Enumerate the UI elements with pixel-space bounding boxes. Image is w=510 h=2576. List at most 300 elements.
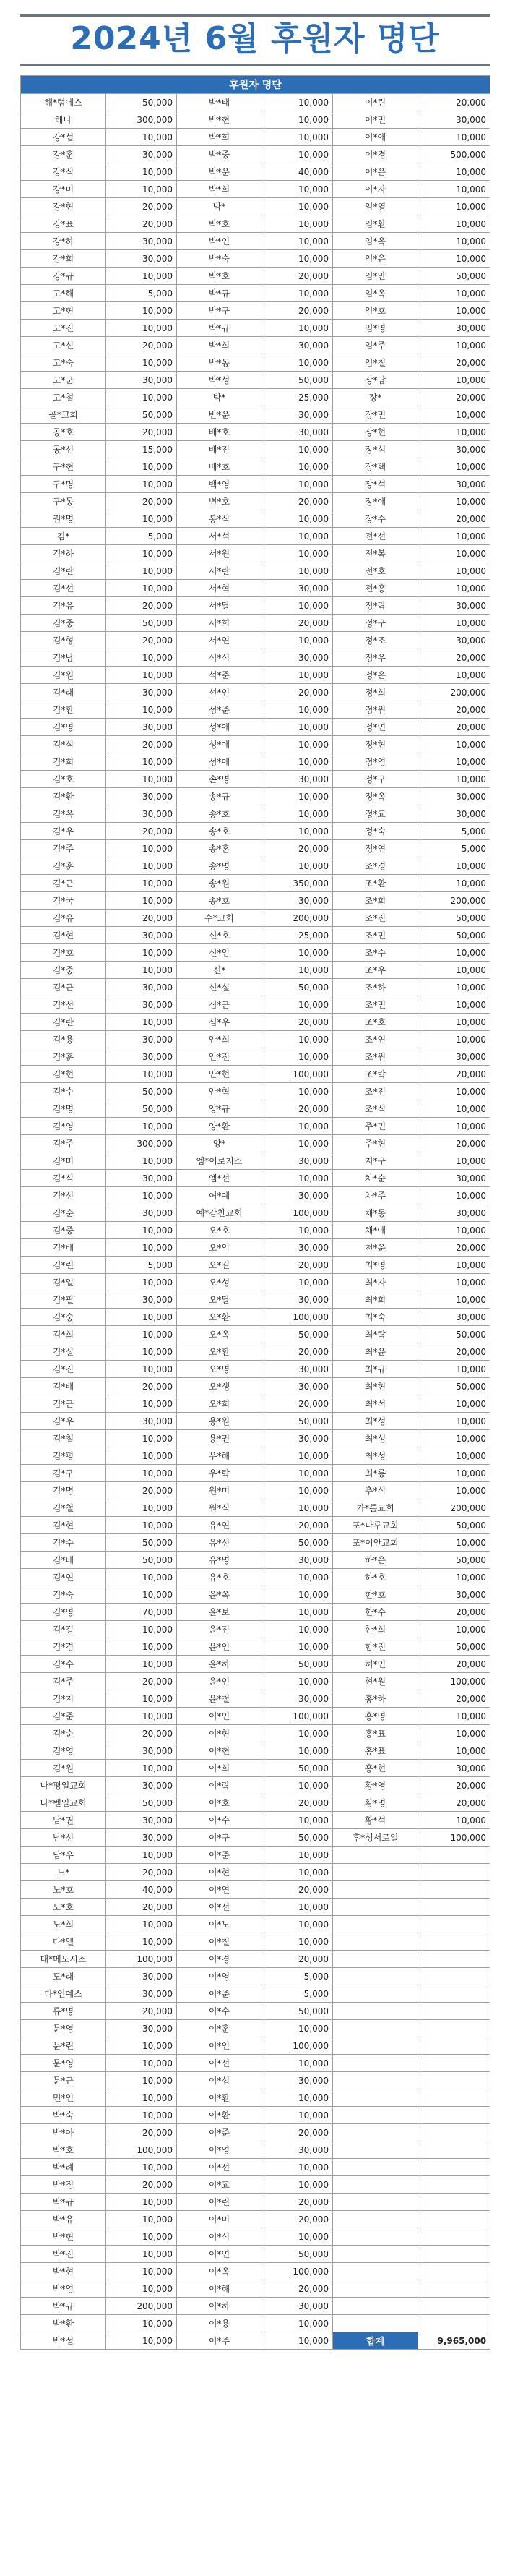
donor-name: 노*희 bbox=[21, 1916, 106, 1933]
donor-name: 박*현 bbox=[21, 2263, 106, 2280]
donation-amount: 50,000 bbox=[262, 1829, 333, 1847]
donor-name: 이*락 bbox=[177, 1777, 262, 1794]
donation-amount: 30,000 bbox=[262, 1430, 333, 1447]
donation-amount: 200,000 bbox=[106, 2298, 177, 2315]
donor-name bbox=[333, 2280, 418, 2298]
donor-name: 정*현 bbox=[333, 736, 418, 753]
table-row bbox=[21, 1031, 490, 1048]
donation-amount: 100,000 bbox=[418, 1829, 490, 1847]
table-row bbox=[21, 1881, 490, 1899]
donation-amount: 10,000 bbox=[106, 2037, 177, 2055]
donor-name bbox=[333, 1847, 418, 1864]
donation-amount: 10,000 bbox=[418, 1621, 490, 1638]
donation-amount: 200,000 bbox=[418, 892, 490, 910]
donation-amount: 50,000 bbox=[262, 1656, 333, 1673]
donor-name: 석*석 bbox=[177, 649, 262, 667]
donor-name: 김*숭 bbox=[21, 1309, 106, 1326]
donation-amount bbox=[418, 1899, 490, 1916]
donor-name bbox=[333, 1933, 418, 1951]
donor-name: 최*희 bbox=[333, 1291, 418, 1309]
table-row bbox=[21, 1361, 490, 1378]
table-row bbox=[21, 424, 490, 441]
donor-name: 오*익 bbox=[177, 1239, 262, 1257]
donation-amount: 10,000 bbox=[262, 1638, 333, 1656]
donor-name: 박*동 bbox=[177, 354, 262, 372]
donor-name: 백*영 bbox=[177, 476, 262, 493]
donor-name: 김*형 bbox=[21, 632, 106, 649]
donation-amount: 10,000 bbox=[262, 2228, 333, 2246]
donation-amount: 10,000 bbox=[106, 1621, 177, 1638]
donor-name: 추*식 bbox=[333, 1482, 418, 1499]
donor-name: 이*수 bbox=[177, 1812, 262, 1829]
donor-name bbox=[333, 2037, 418, 2055]
donation-amount: 30,000 bbox=[418, 111, 490, 129]
donation-amount: 30,000 bbox=[262, 771, 333, 788]
donation-amount: 10,000 bbox=[262, 701, 333, 719]
donation-amount bbox=[418, 1881, 490, 1899]
table-row bbox=[21, 736, 490, 753]
donor-name: 김*철 bbox=[21, 1430, 106, 1447]
donor-name: 김*명 bbox=[21, 1482, 106, 1499]
table-row bbox=[21, 2107, 490, 2124]
donor-name: 고*진 bbox=[21, 320, 106, 337]
donor-name bbox=[333, 2003, 418, 2020]
donor-name: 서*혁 bbox=[177, 580, 262, 597]
donation-amount: 10,000 bbox=[418, 545, 490, 562]
donation-amount: 30,000 bbox=[262, 2141, 333, 2159]
donation-amount: 10,000 bbox=[418, 962, 490, 979]
donor-name: 김*주 bbox=[21, 1135, 106, 1152]
donation-amount: 10,000 bbox=[262, 94, 333, 111]
donation-amount: 10,000 bbox=[262, 1118, 333, 1135]
table-row bbox=[21, 1204, 490, 1222]
donor-name: 김*준 bbox=[21, 1708, 106, 1725]
donation-amount: 10,000 bbox=[262, 510, 333, 528]
donor-name: 정*조 bbox=[333, 632, 418, 649]
table-row bbox=[21, 2211, 490, 2228]
donation-amount: 10,000 bbox=[106, 510, 177, 528]
donor-name: 정*옥 bbox=[333, 788, 418, 805]
donation-amount: 10,000 bbox=[418, 1031, 490, 1048]
donor-name: 조*희 bbox=[333, 892, 418, 910]
donor-name: 송*호 bbox=[177, 805, 262, 823]
donation-amount: 30,000 bbox=[262, 2298, 333, 2315]
table-row bbox=[21, 1343, 490, 1361]
table-row bbox=[21, 910, 490, 927]
table-row bbox=[21, 302, 490, 320]
donor-name: 정*교 bbox=[333, 805, 418, 823]
donor-name: 이*옥 bbox=[177, 2263, 262, 2280]
donation-amount: 10,000 bbox=[106, 1638, 177, 1656]
donor-name: 박*규 bbox=[21, 2298, 106, 2315]
donor-name: 정*은 bbox=[333, 667, 418, 684]
donor-name: 안*혁 bbox=[177, 1083, 262, 1100]
donor-name: 양*규 bbox=[177, 1100, 262, 1118]
donor-name: 신* bbox=[177, 962, 262, 979]
donation-amount: 10,000 bbox=[418, 1291, 490, 1309]
donor-name: 여*예 bbox=[177, 1187, 262, 1204]
donation-amount: 10,000 bbox=[262, 285, 333, 302]
donation-amount: 25,000 bbox=[262, 927, 333, 944]
table-row bbox=[21, 1812, 490, 1829]
donation-amount: 10,000 bbox=[262, 2315, 333, 2332]
donor-name: 오*달 bbox=[177, 1291, 262, 1309]
table-row bbox=[21, 1656, 490, 1673]
donation-amount: 30,000 bbox=[106, 1985, 177, 2003]
donation-amount: 30,000 bbox=[262, 406, 333, 424]
donation-amount: 20,000 bbox=[106, 1725, 177, 1742]
donation-amount: 20,000 bbox=[106, 493, 177, 510]
donor-name: 박*정 bbox=[21, 2176, 106, 2194]
donor-name: 김*선 bbox=[21, 1187, 106, 1204]
donation-amount: 30,000 bbox=[418, 805, 490, 823]
donor-name: 조*수 bbox=[333, 944, 418, 962]
donation-amount: 20,000 bbox=[262, 2280, 333, 2298]
donor-name: 한*호 bbox=[333, 1586, 418, 1604]
donor-name: 강*훈 bbox=[21, 146, 106, 163]
donation-amount: 10,000 bbox=[262, 857, 333, 875]
donation-amount: 10,000 bbox=[418, 1482, 490, 1499]
table-row bbox=[21, 701, 490, 719]
donation-amount: 20,000 bbox=[262, 1517, 333, 1534]
donor-name: 박*희 bbox=[177, 181, 262, 198]
donor-name: 안*희 bbox=[177, 1031, 262, 1048]
donation-amount: 10,000 bbox=[262, 1031, 333, 1048]
donation-amount: 30,000 bbox=[262, 1239, 333, 1257]
table-row bbox=[21, 1864, 490, 1881]
donor-name: 김*란 bbox=[21, 1014, 106, 1031]
donor-name: 고*숙 bbox=[21, 354, 106, 372]
donation-amount: 10,000 bbox=[262, 1916, 333, 1933]
donor-name: 배*진 bbox=[177, 441, 262, 458]
title-bottom-rule bbox=[20, 64, 490, 66]
donor-name bbox=[333, 1899, 418, 1916]
donation-amount: 30,000 bbox=[262, 2072, 333, 2089]
donor-name: 서*원 bbox=[177, 545, 262, 562]
total-label: 합계 bbox=[333, 2332, 418, 2350]
donation-amount: 10,000 bbox=[262, 129, 333, 146]
donation-amount: 10,000 bbox=[106, 1760, 177, 1777]
donation-amount: 10,000 bbox=[262, 962, 333, 979]
table-row bbox=[21, 233, 490, 250]
donor-name bbox=[333, 1881, 418, 1899]
table-row bbox=[21, 1447, 490, 1465]
donor-name: 박*례 bbox=[21, 2159, 106, 2176]
table-row bbox=[21, 1118, 490, 1135]
table-row bbox=[21, 2055, 490, 2072]
donor-name: 오*환 bbox=[177, 1343, 262, 1361]
donation-amount: 30,000 bbox=[418, 597, 490, 615]
donor-name: 서*석 bbox=[177, 528, 262, 545]
donor-name: 해나 bbox=[21, 111, 106, 129]
donation-amount: 40,000 bbox=[106, 1881, 177, 1899]
donor-name: 이*준 bbox=[177, 2124, 262, 2141]
donation-amount: 30,000 bbox=[262, 1552, 333, 1569]
donor-name: 이*선 bbox=[177, 2055, 262, 2072]
donation-amount: 20,000 bbox=[262, 2124, 333, 2141]
donor-name: 주*민 bbox=[333, 1118, 418, 1135]
donor-name: 채*동 bbox=[333, 1204, 418, 1222]
donor-name: 김*수 bbox=[21, 1083, 106, 1100]
donor-name: 이*연 bbox=[177, 2246, 262, 2263]
donation-amount: 10,000 bbox=[106, 1309, 177, 1326]
donation-amount: 10,000 bbox=[418, 667, 490, 684]
donation-amount: 10,000 bbox=[262, 1499, 333, 1517]
donor-name: 임*환 bbox=[333, 215, 418, 233]
donation-amount: 10,000 bbox=[418, 753, 490, 771]
donor-name: 지*구 bbox=[333, 1152, 418, 1170]
donation-amount: 30,000 bbox=[106, 372, 177, 389]
table-row bbox=[21, 163, 490, 181]
donor-name: 황*영 bbox=[333, 1777, 418, 1794]
table-row bbox=[21, 1187, 490, 1204]
donation-amount: 10,000 bbox=[106, 1517, 177, 1534]
donor-name: 박*희 bbox=[177, 337, 262, 354]
donor-name: 고*해 bbox=[21, 285, 106, 302]
table-row bbox=[21, 1586, 490, 1604]
donation-amount: 20,000 bbox=[106, 1378, 177, 1395]
donation-amount: 10,000 bbox=[262, 1222, 333, 1239]
donation-amount: 100,000 bbox=[262, 2037, 333, 2055]
donation-amount: 30,000 bbox=[262, 337, 333, 354]
donation-amount: 10,000 bbox=[418, 580, 490, 597]
donor-name bbox=[333, 2089, 418, 2107]
donor-name: 장*석 bbox=[333, 476, 418, 493]
donation-amount: 10,000 bbox=[262, 2159, 333, 2176]
donor-name: 유*연 bbox=[177, 1517, 262, 1534]
donation-amount: 10,000 bbox=[418, 1447, 490, 1465]
donation-amount: 30,000 bbox=[106, 1031, 177, 1048]
donation-amount: 10,000 bbox=[262, 1742, 333, 1760]
donor-name: 송*호 bbox=[177, 892, 262, 910]
donation-amount: 10,000 bbox=[262, 1604, 333, 1621]
donor-name: 신*임 bbox=[177, 944, 262, 962]
donor-name: 박*숙 bbox=[177, 250, 262, 268]
donation-amount bbox=[418, 2055, 490, 2072]
donor-name: 김*숙 bbox=[21, 1586, 106, 1604]
table-row bbox=[21, 1847, 490, 1864]
donation-amount: 10,000 bbox=[418, 615, 490, 632]
donor-name: 조*락 bbox=[333, 1066, 418, 1083]
donor-name: 최*현 bbox=[333, 1378, 418, 1395]
donor-name: 황*명 bbox=[333, 1794, 418, 1812]
donation-amount: 50,000 bbox=[418, 268, 490, 285]
table-row bbox=[21, 320, 490, 337]
donation-amount: 30,000 bbox=[106, 1777, 177, 1794]
donation-amount: 20,000 bbox=[418, 719, 490, 736]
table-row bbox=[21, 1135, 490, 1152]
donor-name: 김*란 bbox=[21, 562, 106, 580]
donation-amount: 10,000 bbox=[262, 111, 333, 129]
table-row bbox=[21, 1777, 490, 1794]
donation-amount: 50,000 bbox=[418, 1552, 490, 1569]
donor-name: 차*순 bbox=[333, 1170, 418, 1187]
donor-name: 윤*보 bbox=[177, 1604, 262, 1621]
donation-amount: 10,000 bbox=[106, 2246, 177, 2263]
table-row bbox=[21, 2280, 490, 2298]
donation-amount: 10,000 bbox=[262, 1170, 333, 1187]
donor-name: 김*원 bbox=[21, 1760, 106, 1777]
donation-amount: 10,000 bbox=[418, 1725, 490, 1742]
table-row bbox=[21, 1604, 490, 1621]
donor-name: 이*린 bbox=[333, 94, 418, 111]
donation-amount: 10,000 bbox=[262, 996, 333, 1014]
donor-name: 김*식 bbox=[21, 736, 106, 753]
donor-name: 박*환 bbox=[21, 2315, 106, 2332]
donor-name: 김*경 bbox=[21, 1638, 106, 1656]
donor-name: 김*옥 bbox=[21, 805, 106, 823]
donor-name: 김*근 bbox=[21, 875, 106, 892]
donation-amount bbox=[418, 1916, 490, 1933]
donation-amount: 10,000 bbox=[418, 1534, 490, 1552]
table-row bbox=[21, 892, 490, 910]
donation-amount: 50,000 bbox=[106, 615, 177, 632]
donor-name: 나*평일교회 bbox=[21, 1777, 106, 1794]
donor-name: 박* bbox=[177, 198, 262, 215]
table-row bbox=[21, 1760, 490, 1777]
table-row bbox=[21, 788, 490, 805]
table-row bbox=[21, 2037, 490, 2055]
donor-name: 임*만 bbox=[333, 268, 418, 285]
donor-name: 최*숙 bbox=[333, 1309, 418, 1326]
donation-amount: 30,000 bbox=[106, 146, 177, 163]
donation-amount: 10,000 bbox=[106, 545, 177, 562]
donation-amount: 30,000 bbox=[418, 1586, 490, 1604]
donor-name: 김*현 bbox=[21, 1066, 106, 1083]
donor-name: 이*연 bbox=[177, 1881, 262, 1899]
donor-name: 천*운 bbox=[333, 1239, 418, 1257]
donation-amount: 10,000 bbox=[418, 1395, 490, 1413]
donor-name: 유*선 bbox=[177, 1534, 262, 1552]
donor-name: 김*환 bbox=[21, 788, 106, 805]
donation-amount: 10,000 bbox=[262, 2089, 333, 2107]
donation-amount: 10,000 bbox=[262, 597, 333, 615]
donation-amount bbox=[418, 2228, 490, 2246]
donor-name: 박*현 bbox=[21, 2228, 106, 2246]
donation-amount: 20,000 bbox=[418, 1794, 490, 1812]
table-header: 후원자 명단 bbox=[21, 76, 490, 94]
donation-amount: 10,000 bbox=[106, 580, 177, 597]
donation-amount: 10,000 bbox=[106, 1014, 177, 1031]
donor-name: 구*명 bbox=[21, 476, 106, 493]
donation-amount: 50,000 bbox=[418, 1378, 490, 1395]
donor-name: 양*환 bbox=[177, 1118, 262, 1135]
donor-name: 최*석 bbox=[333, 1395, 418, 1413]
donor-name: 정*연 bbox=[333, 719, 418, 736]
donation-amount: 20,000 bbox=[418, 354, 490, 372]
donation-amount: 200,000 bbox=[262, 910, 333, 927]
donor-name: 한*희 bbox=[333, 1621, 418, 1638]
donation-amount: 50,000 bbox=[418, 910, 490, 927]
donation-amount: 10,000 bbox=[262, 354, 333, 372]
donation-amount: 70,000 bbox=[106, 1604, 177, 1621]
donation-amount: 20,000 bbox=[262, 684, 333, 701]
donor-name: 강*표 bbox=[21, 215, 106, 233]
donation-amount: 20,000 bbox=[262, 2194, 333, 2211]
table-row bbox=[21, 458, 490, 476]
donation-amount: 20,000 bbox=[418, 94, 490, 111]
donor-name: 김*호 bbox=[21, 944, 106, 962]
donation-amount: 10,000 bbox=[262, 1447, 333, 1465]
donation-amount: 100,000 bbox=[262, 1066, 333, 1083]
table-row bbox=[21, 2332, 490, 2350]
donor-name: 수*교회 bbox=[177, 910, 262, 927]
donation-amount bbox=[418, 2141, 490, 2159]
donor-name: 나*벧일교회 bbox=[21, 1794, 106, 1812]
donation-amount: 200,000 bbox=[418, 684, 490, 701]
donor-name: 송*규 bbox=[177, 788, 262, 805]
donor-name: 강*미 bbox=[21, 181, 106, 198]
donation-amount: 30,000 bbox=[262, 1690, 333, 1708]
donation-amount: 20,000 bbox=[262, 1881, 333, 1899]
table-row bbox=[21, 2246, 490, 2263]
donor-name: 김*수 bbox=[21, 1534, 106, 1552]
table-row bbox=[21, 129, 490, 146]
table-row bbox=[21, 2159, 490, 2176]
donation-amount: 10,000 bbox=[418, 1100, 490, 1118]
donation-amount: 350,000 bbox=[262, 875, 333, 892]
donation-amount: 30,000 bbox=[106, 1829, 177, 1847]
donor-name: 고*신 bbox=[21, 337, 106, 354]
donor-name: 임*옥 bbox=[333, 285, 418, 302]
donation-amount: 10,000 bbox=[262, 632, 333, 649]
donation-amount: 10,000 bbox=[106, 1465, 177, 1482]
donor-name: 성*애 bbox=[177, 719, 262, 736]
donation-amount: 10,000 bbox=[418, 1152, 490, 1170]
donor-name: 강*하 bbox=[21, 233, 106, 250]
donation-amount: 10,000 bbox=[106, 302, 177, 320]
donor-name: 조*우 bbox=[333, 962, 418, 979]
donor-name bbox=[333, 2141, 418, 2159]
donor-name: 조*하 bbox=[333, 979, 418, 996]
table-row bbox=[21, 719, 490, 736]
donation-amount: 5,000 bbox=[106, 1257, 177, 1274]
donor-name: 용*권 bbox=[177, 1430, 262, 1447]
donation-amount: 300,000 bbox=[106, 111, 177, 129]
table-row bbox=[21, 771, 490, 788]
table-row bbox=[21, 1309, 490, 1326]
donation-amount: 10,000 bbox=[262, 1673, 333, 1690]
table-row bbox=[21, 250, 490, 268]
donor-name: 김*린 bbox=[21, 1257, 106, 1274]
table-row bbox=[21, 996, 490, 1014]
donor-name: 조*원 bbox=[333, 1048, 418, 1066]
donation-amount: 10,000 bbox=[262, 1135, 333, 1152]
donation-amount: 20,000 bbox=[262, 1951, 333, 1968]
table-row bbox=[21, 1014, 490, 1031]
table-row bbox=[21, 2020, 490, 2037]
donor-name: 이*선 bbox=[177, 1899, 262, 1916]
donation-amount: 30,000 bbox=[106, 979, 177, 996]
donor-name: 임*호 bbox=[333, 302, 418, 320]
table-row bbox=[21, 2298, 490, 2315]
total-amount: 9,965,000 bbox=[418, 2332, 490, 2350]
donor-table-body bbox=[21, 94, 490, 2350]
donation-amount: 30,000 bbox=[106, 250, 177, 268]
donation-amount: 10,000 bbox=[106, 320, 177, 337]
donation-amount: 10,000 bbox=[418, 1083, 490, 1100]
donor-name: 장*택 bbox=[333, 458, 418, 476]
donation-amount: 10,000 bbox=[106, 1499, 177, 1517]
donation-amount bbox=[418, 1968, 490, 1985]
donation-amount: 10,000 bbox=[106, 1187, 177, 1204]
donation-amount bbox=[418, 2124, 490, 2141]
donation-amount: 10,000 bbox=[262, 2332, 333, 2350]
donation-amount: 10,000 bbox=[106, 2211, 177, 2228]
donation-amount: 10,000 bbox=[418, 1274, 490, 1291]
donation-amount: 10,000 bbox=[262, 805, 333, 823]
donor-name: 문*영 bbox=[21, 2020, 106, 2037]
